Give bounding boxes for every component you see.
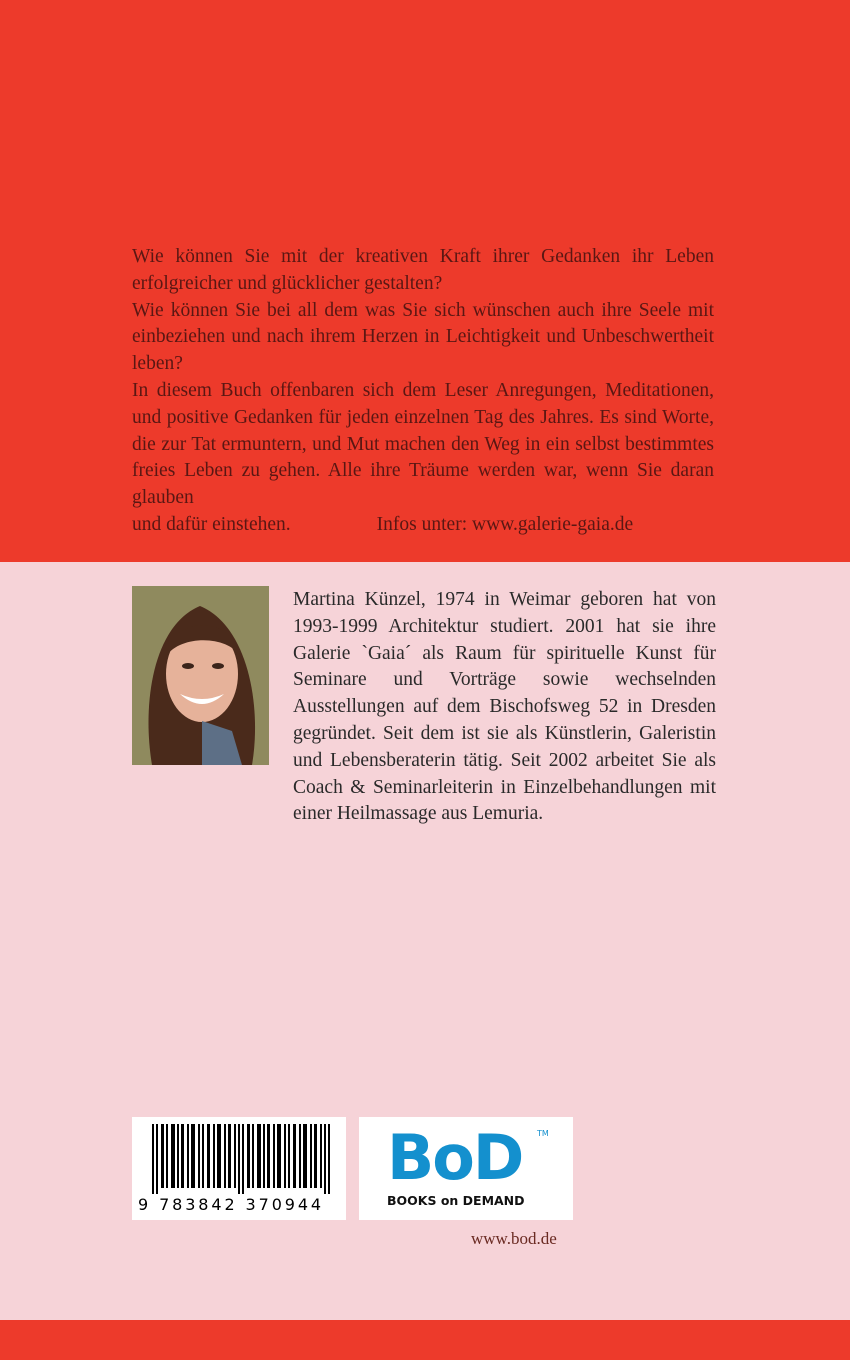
author-bio-text: Martina Künzel, 1974 in Weimar geboren hat von 1993-1999 Architektur studiert. 2001 hat sie ihre Galerie `Gaia´ als Raum für spirituelle Kunst für Seminare und Vorträge sowie wechselnden Ausstellungen auf dem Bischofsweg 52 in Dresden gegründet. Seit dem ist sie als Künstlerin, Galeristin und Lebensberaterin tätig. Seit 2002 arbeitet Sie als Coach & Seminarleiterin in Einzelbehandlungen mit einer Heilmassage aus Lemuria. [293,589,716,825]
blurb-paragraph-3-end: und dafür einstehen. [132,513,291,535]
bottom-red-band [0,1320,850,1360]
isbn-digits: 9 783842 370944 [138,1195,325,1214]
barcode-bars [152,1124,340,1194]
blurb-paragraph-2: Wie können Sie bei all dem was Sie sich wünschen auch ihre Seele mit einbeziehen und nach ihrem Herzen in Leichtigkeit und Unbeschwertheit leben? [132,299,714,375]
infos-link: Infos unter: www.galerie-gaia.de [376,513,634,535]
bod-trademark: TM [537,1129,549,1138]
bod-tagline: BOOKS on DEMAND [387,1193,525,1208]
bod-logo-text: BoD [387,1121,523,1194]
author-bio [293,587,716,828]
author-photo [132,586,269,765]
blurb-paragraph-1: Wie können Sie mit der kreativen Kraft ihrer Gedanken ihr Leben erfolgreicher und glücklicher gestalten? [132,246,714,294]
isbn-barcode [132,1117,346,1220]
blurb-paragraph-3: In diesem Buch offenbaren sich dem Leser Anregungen, Meditationen, und positive Gedanken für jeden einzelnen Tag des Jahres. Es sind Worte, die zur Tat ermuntern, und Mut machen den Weg in ein selbst bestimmtes freies Leben zu gehen. Alle ihre Träume werden war, wenn Sie daran glauben [132,379,714,509]
blurb-text [132,244,714,539]
publisher-logo [359,1117,573,1220]
publisher-url: www.bod.de [471,1229,557,1248]
blurb-last-line [132,512,714,539]
